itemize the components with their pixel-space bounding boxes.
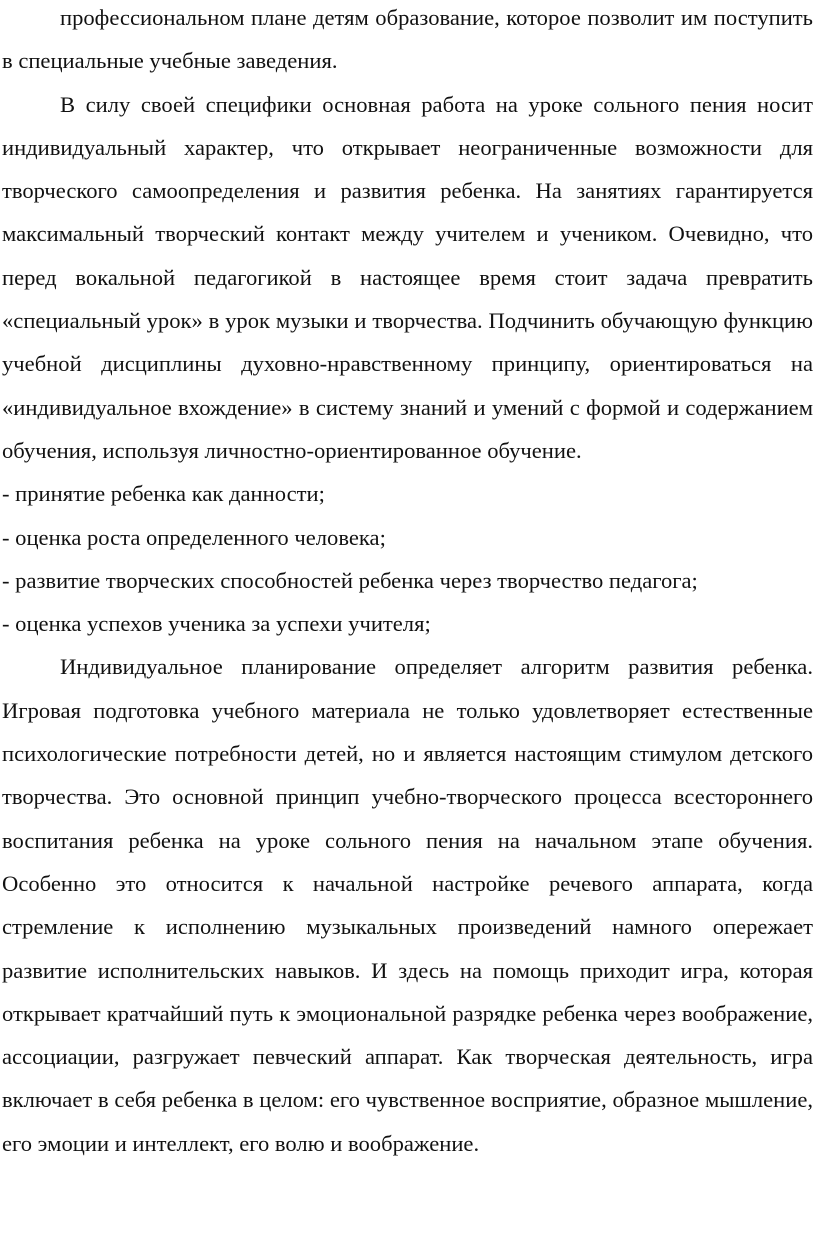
list-item-growth-assessment: - оценка роста определенного человека; — [2, 524, 386, 550]
paragraph-individual-work: В силу своей специфики основная работа на уроке сольного пения носит индивидуальный характер, что открывает неограниченные возможности для творческого самоопределения и развития ребенка. На занятиях гарантируется максимальный творческий контакт между учителем и учеником. Очевидно, что перед вокальной педагогикой в настоящее время стоит задача превратить «специальный урок» в урок музыки и творчества. Подчинить обучающую функцию учебной дисциплины духовно-нравственному принципу, ориентироваться на «индивидуальное вхождение» в систему знаний и умений с формой и содержанием обучения, используя личностно-ориентированное обучение. — [2, 91, 813, 463]
list-item-creative-abilities: - развитие творческих способностей ребенка через творчество педагога; — [2, 567, 698, 593]
paragraph-continued: профессиональном плане детям образование, которое позволит им поступить в специальные учебные заведения. — [2, 5, 813, 74]
list-item-acceptance: - принятие ребенка как данности; — [2, 481, 325, 507]
list-item-success-assessment: - оценка успехов ученика за успехи учителя; — [2, 611, 431, 637]
paragraph-individual-planning: Индивидуальное планирование определяет алгоритм развития ребенка. Игровая подготовка учебного материала не только удовлетворяет естественные психологические потребности детей, но и является настоящим стимулом детского творчества. Это основной принцип учебно-творческого процесса всестороннего воспитания ребенка на уроке сольного пения на начальном этапе обучения. Особенно это относится к начальной настройке речевого аппарата, когда стремление к исполнению музыкальных произведений намного опережает развитие исполнительских навыков. И здесь на помощь приходит игра, которая открывает кратчайший путь к эмоциональной разрядке ребенка через воображение, ассоциации, разгружает певческий аппарат. Как творческая деятельность, игра включает в себя ребенка в целом: его чувственное восприятие, образное мышление, его эмоции и интеллект, его волю и воображение. — [2, 654, 813, 1156]
